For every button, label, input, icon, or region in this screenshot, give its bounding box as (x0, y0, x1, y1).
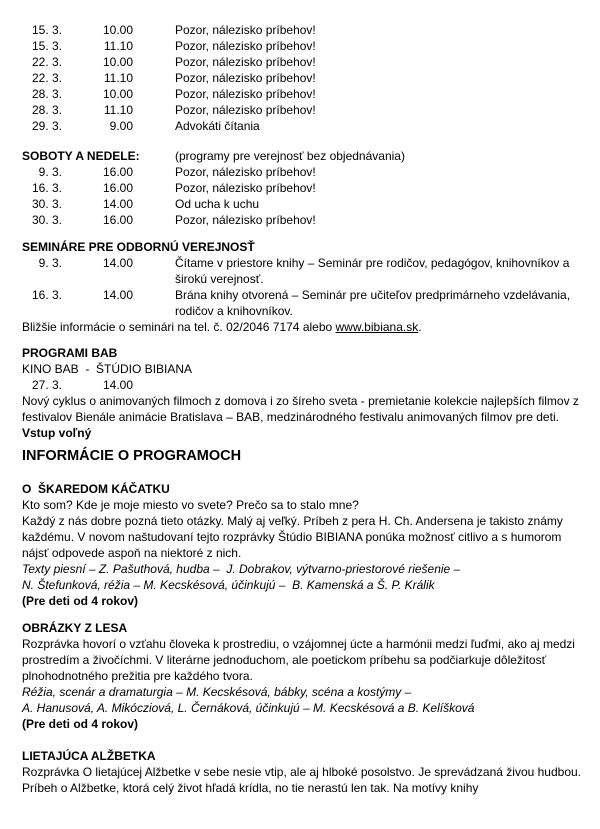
info-section-heading: INFORMÁCIE O PROGRAMOCH (22, 448, 242, 464)
program-body: Každý z nás dobre pozná tieto otázky. Malý aj veľký. Príbeh z pera H. Ch. Andersena je takisto známy každému. V novom naštudovaní tejto rozprávky Štúdio BIBIANA ponúka možnosť citlivo a s humorom nájsť odpovede aspoň na niektoré z nich. (22, 514, 567, 560)
schedule-row (22, 212, 582, 228)
program-intro: Kto som? Kde je moje miesto vo svete? Prečo sa to stalo mne? (22, 498, 359, 512)
schedule-row (22, 22, 582, 38)
event-time: 14.00 (102, 378, 133, 392)
event-time: 14.00 (102, 288, 133, 302)
seminar-info-period: . (418, 320, 422, 334)
seminar-info-text: Bližšie informácie o seminári na tel. č. 02/2046 7174 alebo (22, 320, 336, 334)
event-title: Pozor, nálezisko príbehov! (175, 23, 316, 37)
event-date: 28. 3. (31, 87, 62, 101)
event-title: Od ucha k uchu (175, 197, 260, 211)
event-date: 16. 3. (31, 288, 62, 302)
event-date: 27. 3. (31, 378, 62, 392)
event-date: 30. 3. (31, 213, 62, 227)
schedule-row (22, 102, 582, 118)
event-date: 30. 3. (31, 197, 62, 211)
event-title: Advokáti čítania (175, 119, 260, 133)
event-time: 14.00 (102, 256, 133, 270)
seminar-info-line (22, 319, 582, 335)
event-title: Pozor, nálezisko príbehov! (175, 181, 316, 195)
event-time: 10.00 (102, 23, 133, 37)
program-body: Rozprávka hovorí o vzťahu človeka k prostrediu, o vzájomnej úcte a harmónii medzi ľuďmi, ako aj medzi prostredím a živočíchmi. V literárne jednoduchom, ale poetickom príbehu sa podčiarkuje dôležitosť plnohodnotného prežitia pre každého tvora. (22, 637, 579, 683)
program-title: OBRÁZKY Z LESA (22, 621, 128, 635)
bab-description: Nový cyklus o animovaných filmoch z domova i zo šíreho sveta - premietanie kolekcie najlepších filmov z festivalov Bienále animácie Bratislava – BAB, medzinárodného festivalu animovaných filmov pre deti. (22, 394, 583, 424)
weekend-heading: SOBOTY A NEDELE: (22, 149, 140, 163)
program-lietajuca-alzbetka (22, 748, 585, 796)
bab-free-entry: Vstup voľný (22, 426, 92, 440)
schedule-row (22, 38, 582, 54)
event-date: 15. 3. (31, 23, 62, 37)
event-title: Pozor, nálezisko príbehov! (175, 103, 316, 117)
weekend-note: (programy pre verejnosť bez objednávania) (175, 149, 405, 163)
schedule-row (22, 118, 582, 134)
program-credits: N. Štefunková, réžia – M. Kecskésová, účinkujú – B. Kamenská a Š. P. Králik (22, 578, 435, 592)
bab-venue: KINO BAB - ŠTÚDIO BIBIANA (22, 362, 193, 376)
event-date: 15. 3. (31, 39, 62, 53)
event-title: Pozor, nálezisko príbehov! (175, 39, 316, 53)
seminars-section (22, 239, 582, 335)
seminar-description: Čítame v priestore knihy – Seminár pre rodičov, pedagógov, knihovníkov a širokú verejnosť. (175, 256, 573, 286)
event-time: 10.00 (102, 87, 133, 101)
event-date: 16. 3. (31, 181, 62, 195)
event-title: Pozor, nálezisko príbehov! (175, 55, 316, 69)
schedule-row (22, 86, 582, 102)
program-age-note: (Pre deti od 4 rokov) (22, 717, 139, 731)
seminar-description: Brána knihy otvorená – Seminár pre učiteľov predprimárneho vzdelávania, rodičov a knihovníkov. (175, 288, 574, 318)
event-title: Pozor, nálezisko príbehov! (175, 213, 316, 227)
event-date: 22. 3. (31, 71, 62, 85)
event-time: 11.10 (103, 39, 133, 53)
schedule-row (22, 70, 582, 86)
event-title: Pozor, nálezisko príbehov! (175, 71, 316, 85)
bibiana-website-link[interactable]: www.bibiana.sk (335, 320, 419, 334)
program-obrazky-z-lesa (22, 620, 582, 732)
event-time: 16.00 (102, 165, 133, 179)
event-time: 16.00 (102, 181, 133, 195)
schedule-row (22, 196, 582, 212)
program-title: O ŠKAREDOM KÁČATKU (22, 482, 170, 496)
event-title: Pozor, nálezisko príbehov! (175, 87, 316, 101)
program-title: LIETAJÚCA ALŽBETKA (22, 749, 156, 763)
event-date: 29. 3. (31, 119, 62, 133)
schedule-row (22, 377, 582, 393)
bab-section (22, 345, 582, 441)
event-title: Pozor, nálezisko príbehov! (175, 165, 316, 179)
bab-heading: PROGRAMI BAB (22, 346, 118, 360)
weekend-schedule (22, 148, 582, 228)
event-time: 10.00 (102, 55, 133, 69)
event-time: 11.10 (103, 71, 133, 85)
seminar-row (22, 255, 582, 287)
program-credits: Réžia, scenár a dramaturgia – M. Kecskésová, bábky, scéna a kostýmy – (22, 685, 412, 699)
schedule-row (22, 180, 582, 196)
event-time: 14.00 (102, 197, 133, 211)
event-date: 9. 3. (38, 165, 62, 179)
event-time: 9.00 (109, 119, 133, 133)
event-time: 11.10 (103, 103, 133, 117)
event-time: 16.00 (102, 213, 133, 227)
seminars-heading: SEMINÁRE PRE ODBORNÚ VEREJNOSŤ (22, 240, 255, 254)
program-skaredom-kacatku (22, 481, 582, 609)
weekday-schedule (22, 22, 582, 134)
event-date: 9. 3. (38, 256, 62, 270)
seminar-row (22, 287, 582, 319)
weekend-header-row (22, 148, 582, 164)
event-date: 22. 3. (31, 55, 62, 69)
program-body: Rozprávka O lietajúcej Alžbetke v sebe nesie vtip, ale aj hlboké posolstvo. Je sprevádzaná živou hudbou. Príbeh o Alžbetke, ktorá celý život hľadá krídla, no tie nerastú len tak. Na motívy knihy (22, 765, 585, 795)
schedule-row (22, 164, 582, 180)
program-age-note: (Pre deti od 4 rokov) (22, 594, 139, 608)
program-credits: A. Hanusová, A. Mikócziová, L. Černáková, účinkujú – M. Kecskésová a B. Kelíšková (22, 701, 475, 715)
program-credits: Texty piesní – Z. Pašuthová, hudba – J. Dobrakov, výtvarno-priestorové riešenie – (22, 562, 461, 576)
event-date: 28. 3. (31, 103, 62, 117)
schedule-row (22, 54, 582, 70)
